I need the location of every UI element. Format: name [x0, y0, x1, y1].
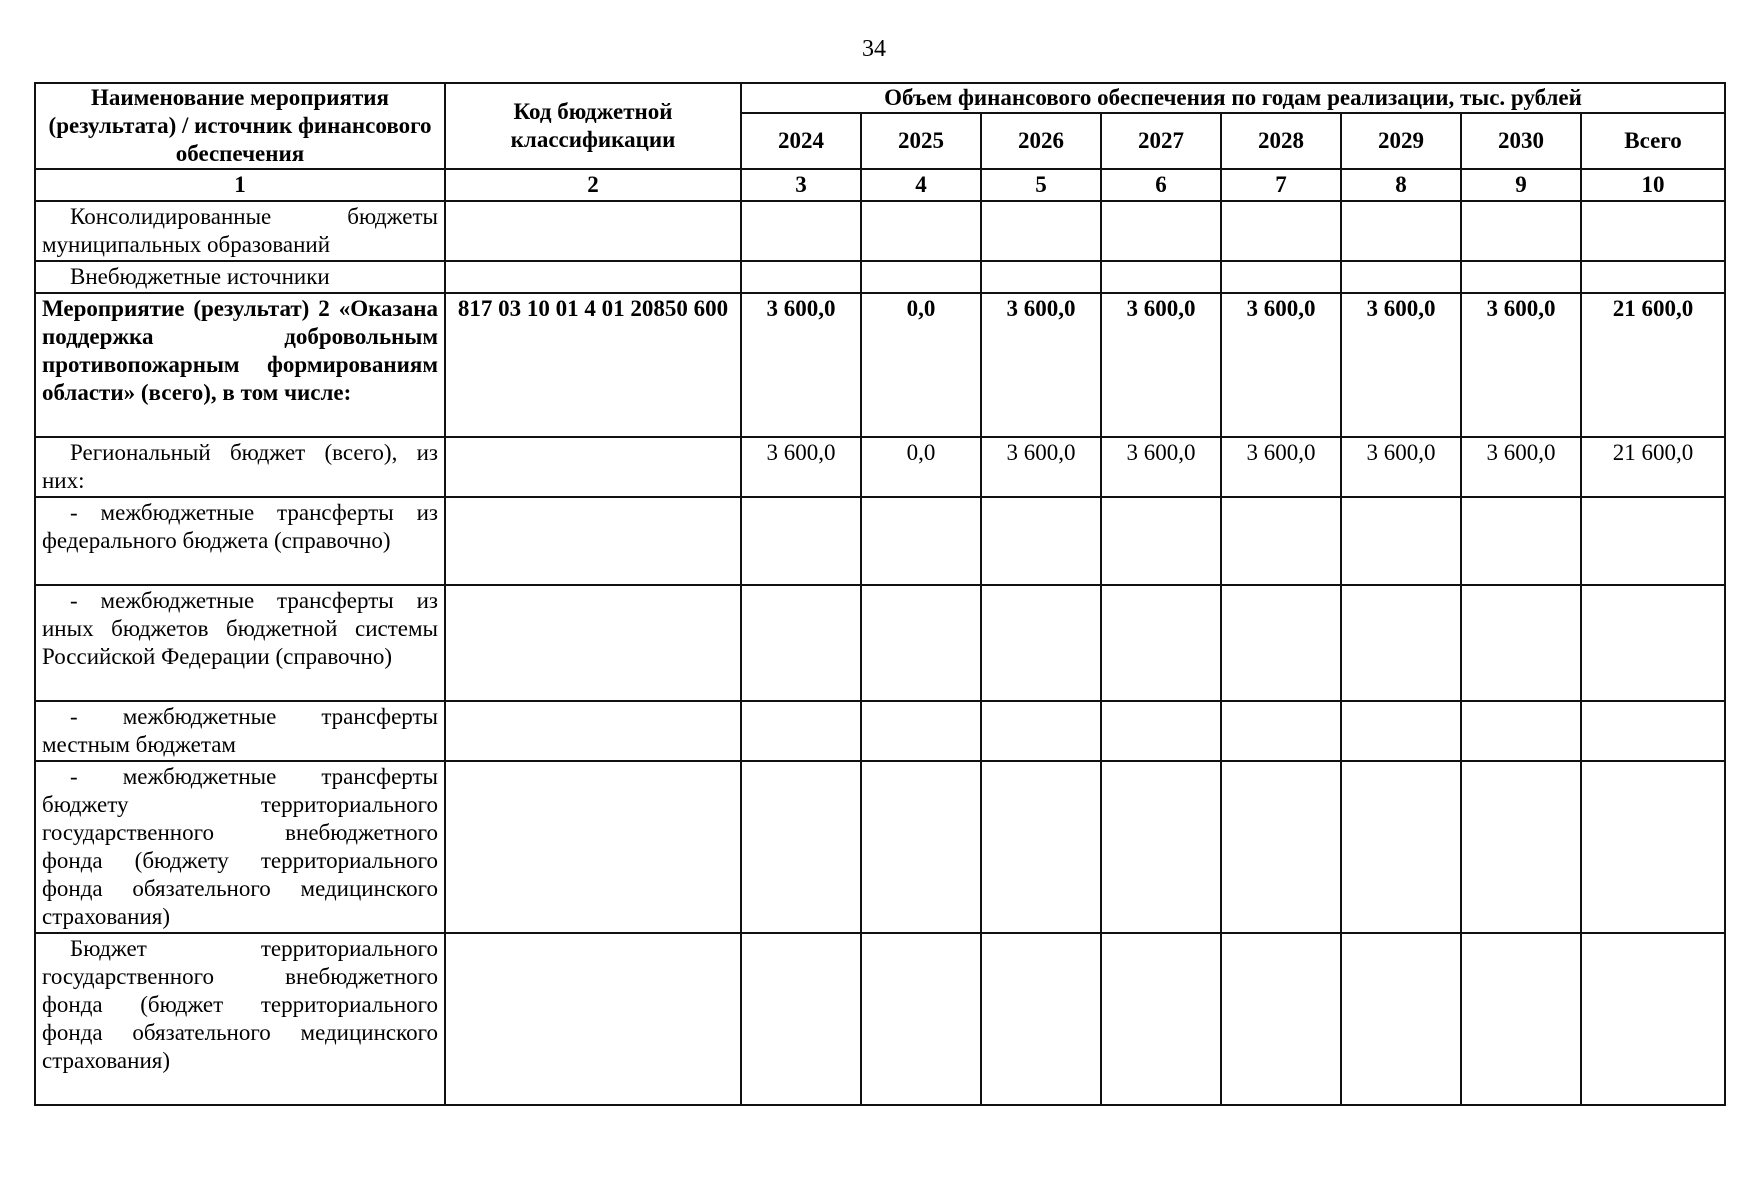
row-value: [1101, 201, 1221, 261]
row-value: [1461, 497, 1581, 585]
row-value: [1221, 933, 1341, 1105]
row-value: [981, 761, 1101, 933]
row-value: [1461, 701, 1581, 761]
row-value: [1341, 201, 1461, 261]
row-value: 21 600,0: [1581, 293, 1725, 437]
row-code: [445, 497, 741, 585]
row-value: [741, 261, 861, 293]
row-name: Мероприятие (результат) 2 «Оказана поддержка добровольным противопожарным формированиям области» (всего), в том числе:: [35, 293, 445, 437]
row-value: [861, 201, 981, 261]
row-code: [445, 437, 741, 497]
row-name: Бюджет территориального государственного внебюджетного фонда (бюджет территориального фонда обязательного медицинского страхования): [35, 933, 445, 1105]
row-value: [1341, 761, 1461, 933]
page-number: 34: [862, 36, 886, 62]
row-value: 3 600,0: [1341, 437, 1461, 497]
row-code: [445, 933, 741, 1105]
row-name: Внебюджетные источники: [35, 261, 445, 293]
row-value: [1101, 261, 1221, 293]
row-value: 3 600,0: [1101, 293, 1221, 437]
column-number: 2: [445, 169, 741, 201]
financing-table: [34, 82, 1726, 1106]
row-value: [1581, 761, 1725, 933]
header-name: Наименование мероприятия (результата) / источник финансового обеспечения: [35, 83, 445, 169]
row-value: [1461, 261, 1581, 293]
table-row: [35, 201, 1725, 261]
column-number: 7: [1221, 169, 1341, 201]
row-value: [981, 261, 1101, 293]
row-name: Консолидированные бюджеты муниципальных образований: [35, 201, 445, 261]
row-value: [1581, 933, 1725, 1105]
row-value: [1341, 497, 1461, 585]
row-value: [861, 761, 981, 933]
row-value: [1221, 201, 1341, 261]
table-row: [35, 585, 1725, 701]
row-value: [1581, 585, 1725, 701]
row-value: 3 600,0: [1101, 437, 1221, 497]
row-value: [1101, 933, 1221, 1105]
row-code: [445, 261, 741, 293]
row-value: [1581, 261, 1725, 293]
column-number: 3: [741, 169, 861, 201]
row-code: [445, 701, 741, 761]
row-value: 3 600,0: [1341, 293, 1461, 437]
table-row: [35, 701, 1725, 761]
row-value: [1581, 201, 1725, 261]
table-row-event: [35, 293, 1725, 437]
row-value: [1341, 261, 1461, 293]
row-value: 21 600,0: [1581, 437, 1725, 497]
row-value: [981, 933, 1101, 1105]
row-value: [1221, 585, 1341, 701]
column-number: 4: [861, 169, 981, 201]
row-value: 3 600,0: [1461, 293, 1581, 437]
header-total: Всего: [1581, 113, 1725, 169]
row-value: [1341, 585, 1461, 701]
column-number: 1: [35, 169, 445, 201]
row-value: [1221, 497, 1341, 585]
row-value: [1101, 701, 1221, 761]
row-value: [1221, 261, 1341, 293]
row-value: [741, 497, 861, 585]
header-row-1: [35, 83, 1725, 113]
row-name: - межбюджетные трансферты бюджету территориального государственного внебюджетного фонда (бюджету территориального фонда обязательного медицинского страхования): [35, 761, 445, 933]
row-value: [981, 701, 1101, 761]
row-value: [861, 585, 981, 701]
row-value: [1461, 933, 1581, 1105]
row-value: [1461, 201, 1581, 261]
row-value: [1341, 933, 1461, 1105]
row-value: [741, 761, 861, 933]
row-name: - межбюджетные трансферты местным бюджетам: [35, 701, 445, 761]
row-value: [1221, 761, 1341, 933]
row-name: Региональный бюджет (всего), из них:: [35, 437, 445, 497]
row-value: 0,0: [861, 437, 981, 497]
row-value: 0,0: [861, 293, 981, 437]
row-value: 3 600,0: [741, 293, 861, 437]
column-number: 9: [1461, 169, 1581, 201]
table-row: [35, 761, 1725, 933]
row-value: 3 600,0: [1461, 437, 1581, 497]
row-value: [1341, 701, 1461, 761]
row-value: [741, 585, 861, 701]
row-value: [1101, 497, 1221, 585]
row-value: [1461, 761, 1581, 933]
row-value: [861, 261, 981, 293]
row-value: [1581, 497, 1725, 585]
column-number: 6: [1101, 169, 1221, 201]
table-row: [35, 437, 1725, 497]
row-value: [981, 585, 1101, 701]
row-value: [1101, 585, 1221, 701]
row-value: [861, 497, 981, 585]
row-code: [445, 761, 741, 933]
header-year: 2026: [981, 113, 1101, 169]
table-row: [35, 261, 1725, 293]
row-value: [861, 701, 981, 761]
row-value: [741, 201, 861, 261]
header-year: 2030: [1461, 113, 1581, 169]
table-row: [35, 933, 1725, 1105]
column-number: 5: [981, 169, 1101, 201]
column-number: 10: [1581, 169, 1725, 201]
row-code: 817 03 10 01 4 01 20850 600: [445, 293, 741, 437]
header-year: 2029: [1341, 113, 1461, 169]
table-row: [35, 497, 1725, 585]
row-value: 3 600,0: [981, 293, 1101, 437]
row-value: [1461, 585, 1581, 701]
header-year: 2027: [1101, 113, 1221, 169]
row-value: [981, 497, 1101, 585]
header-code: Код бюджетной классификации: [445, 83, 741, 169]
row-name: - межбюджетные трансферты из иных бюджетов бюджетной системы Российской Федерации (справочно): [35, 585, 445, 701]
column-numbers-row: [35, 169, 1725, 201]
row-value: [981, 201, 1101, 261]
row-code: [445, 585, 741, 701]
row-code: [445, 201, 741, 261]
row-value: 3 600,0: [1221, 293, 1341, 437]
row-name: - межбюджетные трансферты из федерального бюджета (справочно): [35, 497, 445, 585]
column-number: 8: [1341, 169, 1461, 201]
row-value: 3 600,0: [741, 437, 861, 497]
row-value: [741, 933, 861, 1105]
header-year: 2028: [1221, 113, 1341, 169]
header-year: 2025: [861, 113, 981, 169]
row-value: 3 600,0: [981, 437, 1101, 497]
header-year: 2024: [741, 113, 861, 169]
row-value: [861, 933, 981, 1105]
row-value: 3 600,0: [1221, 437, 1341, 497]
row-value: [1101, 761, 1221, 933]
header-years-group: Объем финансового обеспечения по годам реализации, тыс. рублей: [741, 83, 1725, 113]
row-value: [1221, 701, 1341, 761]
row-value: [1581, 701, 1725, 761]
row-value: [741, 701, 861, 761]
